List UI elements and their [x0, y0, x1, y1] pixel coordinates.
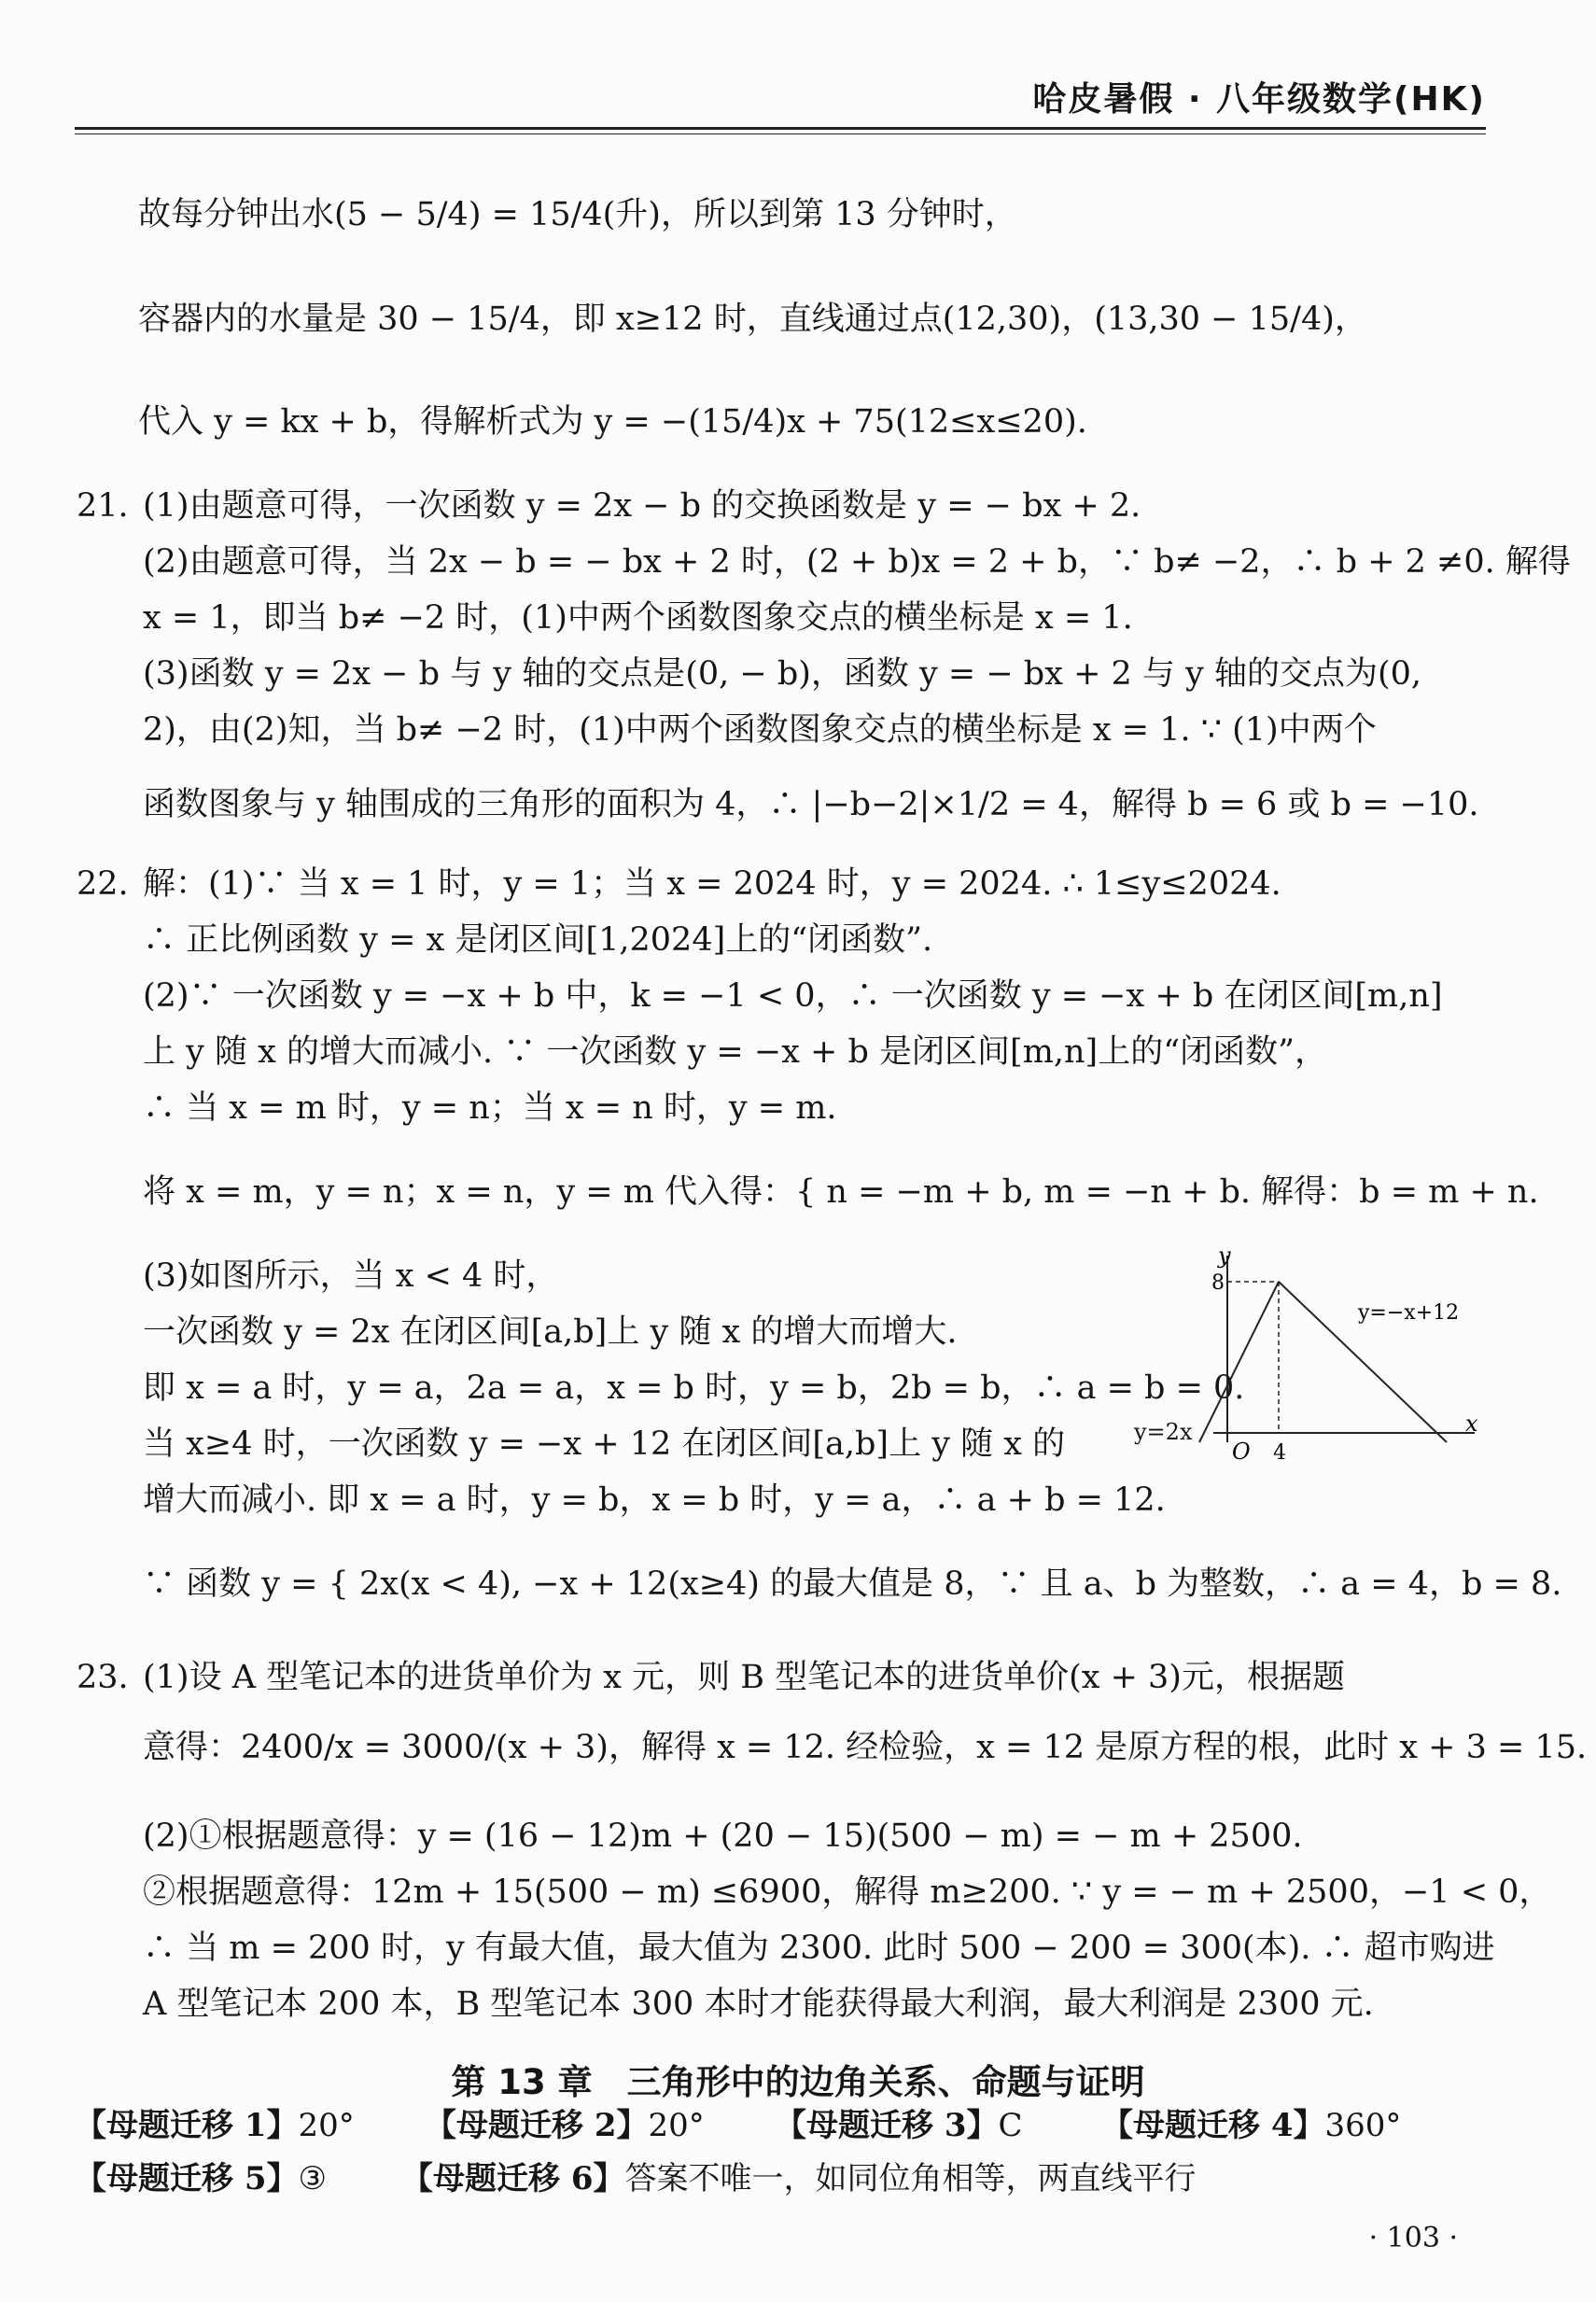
text-line: (1)由题意可得，一次函数 y = 2x − b 的交换函数是 y = − bx + 2. [143, 487, 1141, 525]
text-line: (3)如图所示，当 x < 4 时， [143, 1257, 559, 1295]
answer-item: 【母题迁移 1】20° [75, 2107, 355, 2144]
text-line: 增大而减小. 即 x = a 时，y = b，x = b 时，y = a，∴ a + b = 12. [143, 1481, 1166, 1519]
text-line: 代入 y = kx + b，得解析式为 y = −(15/4)x + 75(12≤x≤20). [138, 403, 1087, 441]
text-line: (2)∵ 一次函数 y = −x + b 中，k = −1 < 0，∴ 一次函数 y = −x + b 在闭区间[m,n] [143, 977, 1443, 1015]
text-line: A 型笔记本 200 本，B 型笔记本 300 本时才能获得最大利润，最大利润是 2300 元. [143, 1986, 1374, 2023]
x-label: x [1465, 1411, 1478, 1437]
text-line: ∴ 当 m = 200 时，y 有最大值，最大值为 2300. 此时 500 − 200 = 300(本). ∴ 超市购进 [143, 1930, 1495, 1967]
text-line: 一次函数 y = 2x 在闭区间[a,b]上 y 随 x 的增大而增大. [143, 1313, 958, 1351]
text-line: (1)设 A 型笔记本的进货单价为 x 元，则 B 型笔记本的进货单价(x + 3)元，根据题 [143, 1659, 1345, 1696]
text-line: x = 1，即当 b≠ −2 时，(1)中两个函数图象交点的横坐标是 x = 1. [143, 599, 1133, 637]
answer-item: 【母题迁移 5】③ [75, 2160, 327, 2197]
text-line: (2)①根据题意得：y = (16 − 12)m + (20 − 15)(500 − m) = − m + 2500. [143, 1818, 1303, 1855]
page-number: · 103 · [1368, 2222, 1458, 2254]
chapter-title: 第 13 章 三角形中的边角关系、命题与证明 [451, 2062, 1145, 2102]
origin-label: O [1232, 1439, 1251, 1465]
line1-label: y=2x [1134, 1419, 1193, 1445]
text-line: (3)函数 y = 2x − b 与 y 轴的交点是(0, − b)，函数 y = − bx + 2 与 y 轴的交点为(0, [143, 655, 1421, 693]
text-line: 将 x = m，y = n；x = n，y = m 代入得：{ n = −m + b, m = −n + b. 解得：b = m + n. [143, 1173, 1539, 1211]
text-line: 即 x = a 时，y = a，2a = a，x = b 时，y = b，2b = b，∴ a = b = 0. [143, 1369, 1245, 1407]
text-line: 当 x≥4 时，一次函数 y = −x + 12 在闭区间[a,b]上 y 随 x 的 [143, 1425, 1066, 1463]
answer-item: 【母题迁移 6】答案不唯一，如同位角相等，两直线平行 [401, 2160, 1197, 2197]
text-line: 上 y 随 x 的增大而减小. ∵ 一次函数 y = −x + b 是闭区间[m,n]上的“闭函数”， [143, 1033, 1327, 1071]
text-line: ∵ 函数 y = { 2x(x < 4), −x + 12(x≥4) 的最大值是 8，∵ 且 a、b 为整数，∴ a = 4，b = 8. [143, 1565, 1562, 1603]
problem-number: 22. [77, 865, 129, 903]
text-line: ②根据题意得：12m + 15(500 − m) ≤6900，解得 m≥200. ∵ y = − m + 2500，−1 < 0， [143, 1874, 1552, 1911]
problem-number: 23. [77, 1659, 129, 1696]
text-line: (2)由题意可得，当 2x − b = − bx + 2 时，(2 + b)x = 2 + b，∵ b≠ −2，∴ b + 2 ≠0. 解得 [143, 543, 1571, 581]
text-line: ∴ 当 x = m 时，y = n；当 x = n 时，y = m. [143, 1089, 837, 1127]
header-rule-thick [75, 127, 1486, 130]
header-rule-thin [75, 133, 1486, 134]
tick-4: 4 [1273, 1441, 1286, 1465]
text-line: ∴ 正比例函数 y = x 是闭区间[1,2024]上的“闭函数”. [143, 921, 933, 959]
text-line: 函数图象与 y 轴围成的三角形的面积为 4，∴ |−b−2|×1/2 = 4，解得 b = 6 或 b = −10. [143, 786, 1479, 823]
line2-label: y=−x+12 [1358, 1301, 1460, 1325]
answer-item: 【母题迁移 3】C [775, 2107, 1023, 2144]
line-y-2x [1199, 1282, 1279, 1442]
text-line: 容器内的水量是 30 − 15/4，即 x≥12 时，直线通过点(12,30)，(13,30 − 15/4)， [138, 301, 1367, 338]
y-label: y [1218, 1242, 1231, 1269]
answer-item: 【母题迁移 4】360° [1101, 2107, 1402, 2144]
text-line: 解：(1)∵ 当 x = 1 时，y = 1；当 x = 2024 时，y = 2024. ∴ 1≤y≤2024. [143, 865, 1281, 903]
problem-number: 21. [77, 487, 129, 525]
text-line: 故每分钟出水(5 − 5/4) = 15/4(升)，所以到第 13 分钟时， [138, 196, 1017, 233]
text-line: 2)，由(2)知，当 b≠ −2 时，(1)中两个函数图象交点的横坐标是 x = 1. ∵ (1)中两个 [143, 711, 1377, 749]
function-graph [1176, 1242, 1484, 1465]
tick-8: 8 [1211, 1271, 1225, 1295]
text-line: 意得：2400/x = 3000/(x + 3)，解得 x = 12. 经检验，x = 12 是原方程的根，此时 x + 3 = 15. [143, 1729, 1588, 1766]
header-title: 哈皮暑假 · 八年级数学(HK) [1032, 80, 1486, 119]
answer-item: 【母题迁移 2】20° [425, 2107, 705, 2144]
